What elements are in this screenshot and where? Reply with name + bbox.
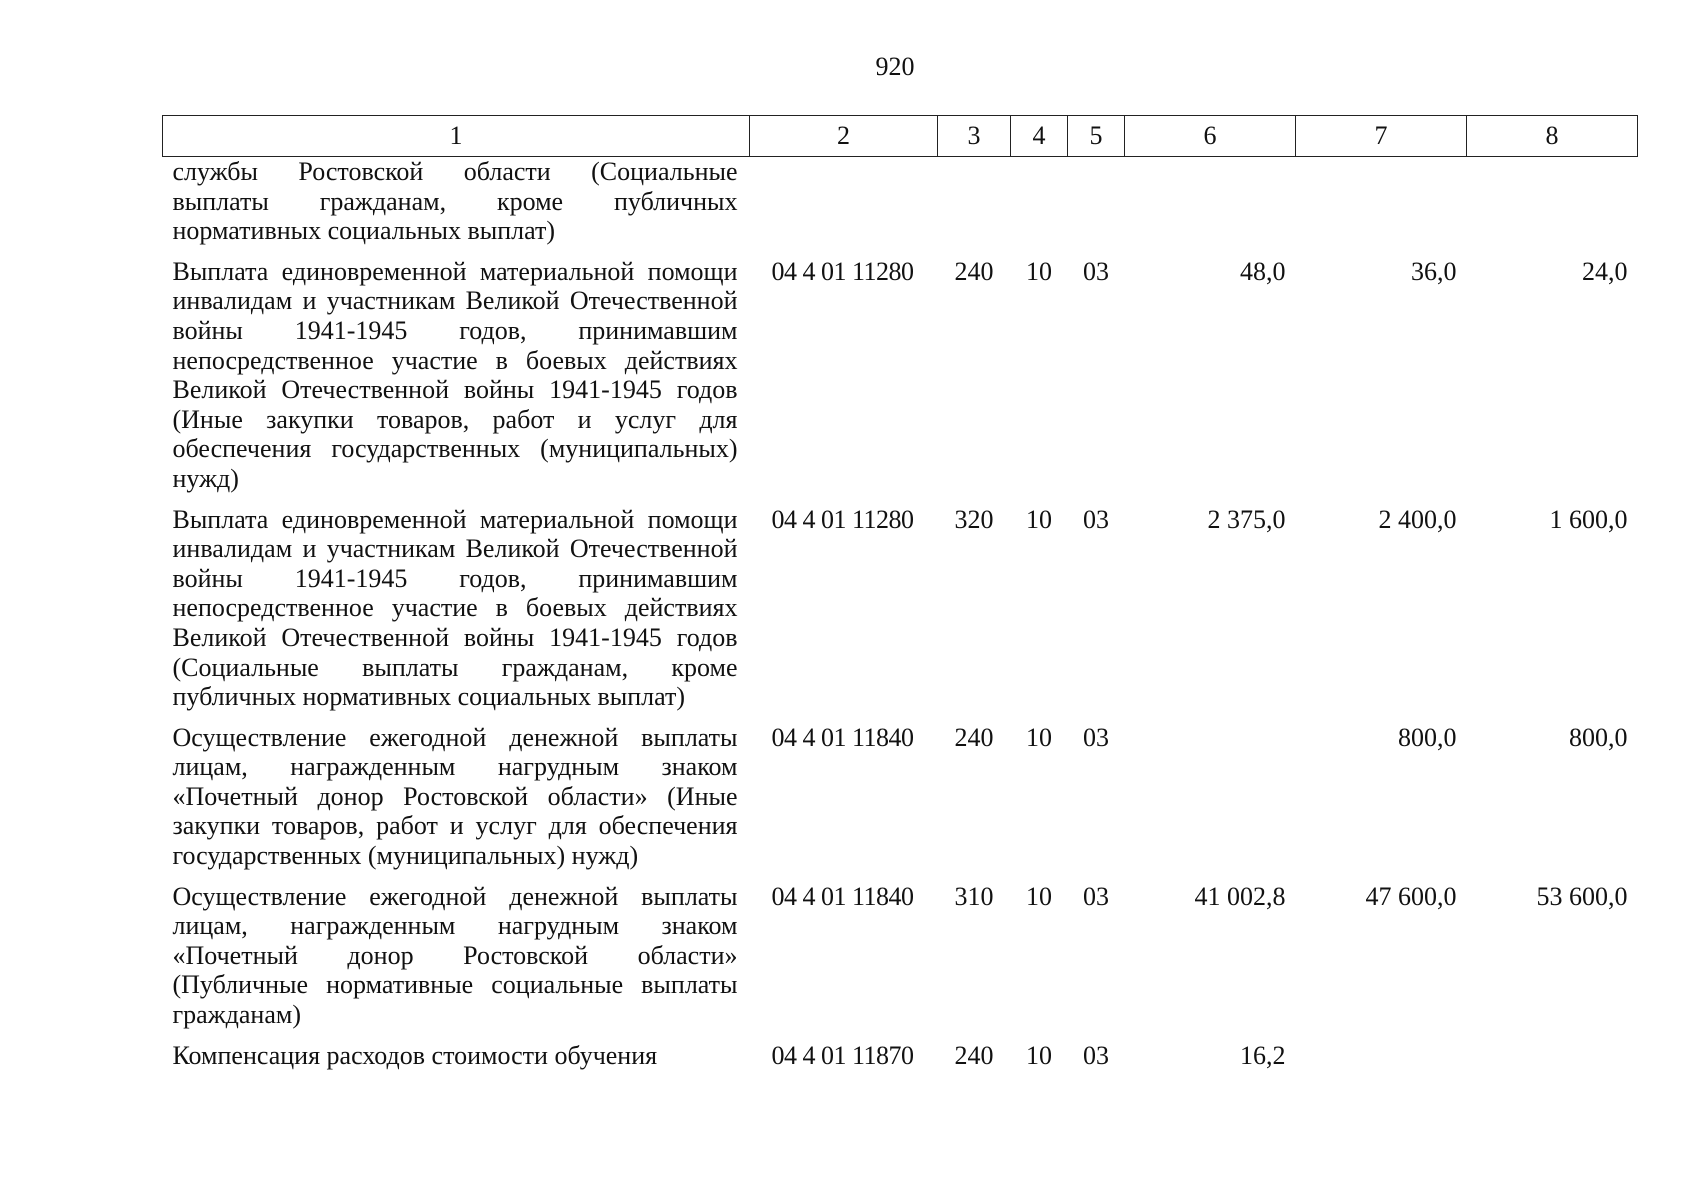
row-col-8 <box>1467 1041 1638 1082</box>
budget-table <box>162 115 1638 1081</box>
row-description: Компенсация расходов стоимости обучения <box>172 1040 658 1070</box>
table-row <box>163 157 1638 257</box>
row-col-3: 240 <box>954 256 994 286</box>
row-description: Выплата единовременной материальной помощи инвалидам и участникам Великой Отечественной войны 1941-1945 годов, принимавшим непосредственное участие в боевых действиях Великой Отечественной войны 1941-1945 годов (Социальные выплаты гражданам, кроме публичных нормативных социальных выплат) <box>172 504 738 712</box>
row-col-8 <box>1467 157 1638 257</box>
row-col-8: 1 600,0 <box>1549 504 1628 534</box>
row-col-8: 24,0 <box>1582 256 1628 286</box>
row-col-7 <box>1296 157 1467 257</box>
row-code: 04 4 01 11280 <box>771 504 914 534</box>
row-description: Выплата единовременной материальной помощи инвалидам и участникам Великой Отечественной войны 1941-1945 годов, принимавшим непосредственное участие в боевых действиях Великой Отечественной войны 1941-1945 годов (Иные закупки товаров, работ и услуг для обеспечения государственных (муниципальных) нужд) <box>172 256 738 493</box>
row-col-6: 48,0 <box>1240 256 1286 286</box>
row-col-5: 03 <box>1083 1040 1109 1070</box>
header-col-7: 7 <box>1296 116 1467 157</box>
row-col-5: 03 <box>1083 256 1109 286</box>
page-number: 920 <box>875 52 915 81</box>
table-row <box>163 882 1638 1041</box>
table-row <box>163 505 1638 723</box>
row-col-4: 10 <box>1026 881 1052 911</box>
table-row <box>163 257 1638 505</box>
row-col-6: 2 375,0 <box>1207 504 1286 534</box>
row-col-4: 10 <box>1026 504 1052 534</box>
row-col-8: 53 600,0 <box>1536 881 1628 911</box>
row-col-8: 800,0 <box>1569 722 1628 752</box>
row-col-3: 240 <box>954 1040 994 1070</box>
header-col-5: 5 <box>1068 116 1125 157</box>
row-col-6 <box>1125 157 1296 257</box>
row-col-3 <box>938 157 1011 257</box>
row-col-7 <box>1296 1041 1467 1082</box>
header-col-4: 4 <box>1011 116 1068 157</box>
row-code: 04 4 01 11840 <box>771 722 914 752</box>
row-col-3: 240 <box>954 722 994 752</box>
row-col-5: 03 <box>1083 504 1109 534</box>
table-header-row <box>163 116 1638 157</box>
row-col-6 <box>1125 723 1296 882</box>
row-col-5 <box>1068 157 1125 257</box>
table-row <box>163 723 1638 882</box>
row-code: 04 4 01 11280 <box>771 256 914 286</box>
row-col-4: 10 <box>1026 1040 1052 1070</box>
row-col-4 <box>1011 157 1068 257</box>
row-description: Осуществление ежегодной денежной выплаты лицам, награжденным нагрудным знаком «Почетный донор Ростовской области» (Иные закупки товаров, работ и услуг для обеспечения государственных (муниципальных) нужд) <box>172 722 738 871</box>
row-description: службы Ростовской области (Социальные выплаты гражданам, кроме публичных нормативных социальных выплат) <box>172 157 738 246</box>
row-code: 04 4 01 11870 <box>771 1040 914 1070</box>
row-code: 04 4 01 11840 <box>771 881 914 911</box>
row-col-7: 2 400,0 <box>1378 504 1457 534</box>
row-col-5: 03 <box>1083 722 1109 752</box>
row-col-7: 800,0 <box>1398 722 1457 752</box>
row-col-6: 41 002,8 <box>1194 881 1286 911</box>
header-col-8: 8 <box>1467 116 1638 157</box>
header-col-2: 2 <box>750 116 938 157</box>
row-col-3: 310 <box>954 881 994 911</box>
header-col-6: 6 <box>1125 116 1296 157</box>
row-col-7: 36,0 <box>1411 256 1457 286</box>
row-col-6: 16,2 <box>1240 1040 1286 1070</box>
row-col-3: 320 <box>954 504 994 534</box>
row-col-4: 10 <box>1026 722 1052 752</box>
row-col-5: 03 <box>1083 881 1109 911</box>
row-description: Осуществление ежегодной денежной выплаты лицам, награжденным нагрудным знаком «Почетный донор Ростовской области» (Публичные нормативные социальные выплаты гражданам) <box>172 881 738 1030</box>
row-code <box>750 157 938 257</box>
header-col-1: 1 <box>163 116 750 157</box>
header-col-3: 3 <box>938 116 1011 157</box>
row-col-4: 10 <box>1026 256 1052 286</box>
table-row <box>163 1041 1638 1082</box>
row-col-7: 47 600,0 <box>1365 881 1457 911</box>
